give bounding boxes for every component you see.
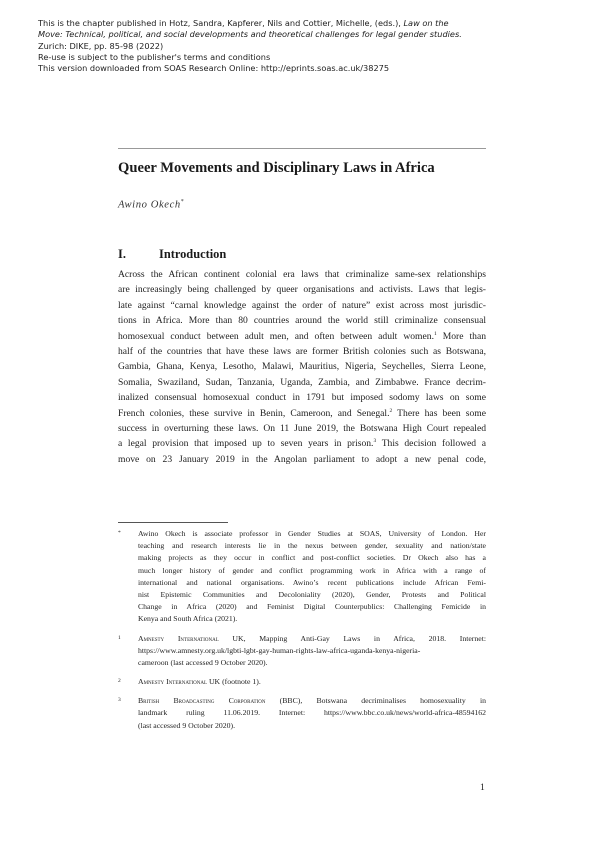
body-line: inalized consensual homosexual conduct in 1791 but imposed sodomy laws on some: [118, 392, 486, 404]
body-line: success in overturning these laws. On 11 June 2019, the Botswana High Court repealed: [118, 423, 486, 435]
page-number: 1: [480, 782, 485, 793]
footnote-mark: *: [118, 530, 121, 536]
footnote-org-name: Amnesty International: [138, 633, 219, 643]
header-rule: [118, 148, 486, 149]
cover-citation-text: This is the chapter published in Hotz, Sandra, Kapferer, Nils and Cottier, Michelle, (eds.),: [38, 18, 404, 28]
footnote-mark: 3: [118, 697, 121, 704]
body-line: [118, 436, 486, 451]
body-text: homosexual conduct between adult men, and often between adult women.: [118, 330, 434, 342]
footnote-ref-1[interactable]: 1: [433, 330, 437, 337]
author-name: Awino Okech: [118, 199, 181, 211]
footnote-2: [118, 676, 486, 688]
body-text: French colonies, these survive in Benin, Cameroon, and Senegal.: [118, 407, 390, 419]
footnote-line: Change in Africa (2020) and Feminist Digital Counterpublics: Challenging Femicide in: [138, 602, 486, 612]
section-number: I.: [118, 247, 126, 261]
footnote-line: [138, 676, 486, 688]
footnote-line: making projects as they occur in conflict and post-conflict societies. Dr Okech also has a: [138, 553, 486, 563]
footnote-line: much longer history of gender and conflict programming work in Africa with a range of: [138, 565, 486, 575]
footnote-ref-2[interactable]: 2: [389, 407, 393, 414]
footnote-url[interactable]: landmark ruling 11.06.2019. Internet: https://www.bbc.co.uk/news/world-africa-48594162: [138, 708, 486, 718]
footnote-line: (last accessed 9 October 2020).: [138, 720, 236, 730]
footnote-text: UK, Mapping Anti-Gay Laws in Africa, 2018. Internet:: [218, 633, 486, 643]
footnote-3: [118, 695, 486, 732]
body-line: tions in Africa. More than 80 countries around the world still criminalize consensual: [118, 315, 486, 327]
body-line: move on 23 January 2019 in the Angolan parliament to adopt a new penal code,: [118, 453, 486, 465]
body-paragraph: [118, 267, 486, 467]
body-text: a legal provision that imposed up to seven years in prison.: [118, 438, 374, 450]
footnote-line: cameroon (last accessed 9 October 2020).: [138, 657, 268, 667]
footnote-url[interactable]: https://www.amnesty.org.uk/lgbti-lgbt-gay-human-rights-law-africa-uganda-kenya-nigeria-: [138, 645, 421, 655]
footnote-org-name: British Broadcasting Corporation: [138, 696, 266, 706]
cover-publisher-line: Zurich: DIKE, pp. 85-98 (2022): [38, 40, 164, 51]
cover-book-title-part1: Law on the: [403, 18, 449, 28]
footnote-author-bio: [118, 528, 486, 626]
footnotes: [118, 528, 486, 732]
footnote-line: Awino Okech is associate professor in Gender Studies at SOAS, University of London. Her: [138, 529, 486, 538]
body-text: This decision followed a: [376, 438, 487, 450]
body-line: half of the countries that have these laws are former British colonies such as Botswana,: [118, 346, 486, 358]
footnote-line: teaching and research interests lie in the nexus between gender, sexuality and nation/state: [138, 541, 486, 551]
footnote-line: [138, 633, 486, 645]
footnote-1: [118, 633, 486, 670]
footnote-mark: 1: [118, 634, 121, 641]
footnote-org-name: Amnesty International: [138, 677, 207, 687]
body-text: More than: [436, 330, 486, 342]
footnote-line: nist Epistemic Communities and Decoloniality (2020), Gender, Protests and Political: [138, 589, 486, 599]
footnote-ref-3[interactable]: 3: [373, 438, 377, 445]
author-line: [118, 199, 184, 211]
footnote-mark: 2: [118, 678, 121, 685]
footnote-line: Kenya and South Africa (2021).: [138, 614, 238, 624]
cover-reuse-note: Re-use is subject to the publisher's terms and conditions: [38, 51, 271, 62]
body-line: Across the African continent colonial era laws that criminalize same-sex relationships: [118, 269, 486, 280]
footnote-separator: [118, 522, 228, 523]
section-title: Introduction: [159, 247, 227, 261]
footnote-text: (BBC), Botswana decriminalises homosexuality in: [265, 696, 487, 706]
repository-cover-note: [38, 18, 568, 74]
chapter-title: Queer Movements and Disciplinary Laws in Africa: [118, 160, 435, 176]
body-line: Somalia, Swaziland, Sudan, Tanzania, Uganda, Zambia, and Zimbabwe. France decrim-: [118, 376, 486, 388]
body-line: late against “carnal knowledge against the order of nature” exist across most jurisdic-: [118, 299, 486, 311]
body-line: are increasingly being challenged by queer organisations and activists. Laws that legis-: [118, 284, 486, 296]
body-line: Gambia, Ghana, Kenya, Lesotho, Malawi, Mauritius, Nigeria, Seychelles, Sierra Leone,: [118, 361, 486, 373]
cover-download-link[interactable]: This version downloaded from SOAS Research Online: http://eprints.soas.ac.uk/38275: [38, 63, 390, 74]
cover-line-citation: [38, 18, 568, 29]
body-text: There has been some: [392, 407, 486, 419]
footnote-line: international and national organisations. Awino’s recent publications include African Femi-: [138, 577, 486, 587]
footnote-line: [138, 695, 486, 707]
body-line: [118, 406, 486, 421]
author-footnote-mark[interactable]: *: [180, 199, 185, 205]
section-heading: [118, 247, 486, 262]
body-line: [118, 329, 486, 344]
footnote-text: UK (footnote 1).: [207, 677, 261, 687]
cover-book-title-part2: Move: Technical, political, and social developments and theoretical challenges for legal gender studies.: [38, 29, 462, 40]
